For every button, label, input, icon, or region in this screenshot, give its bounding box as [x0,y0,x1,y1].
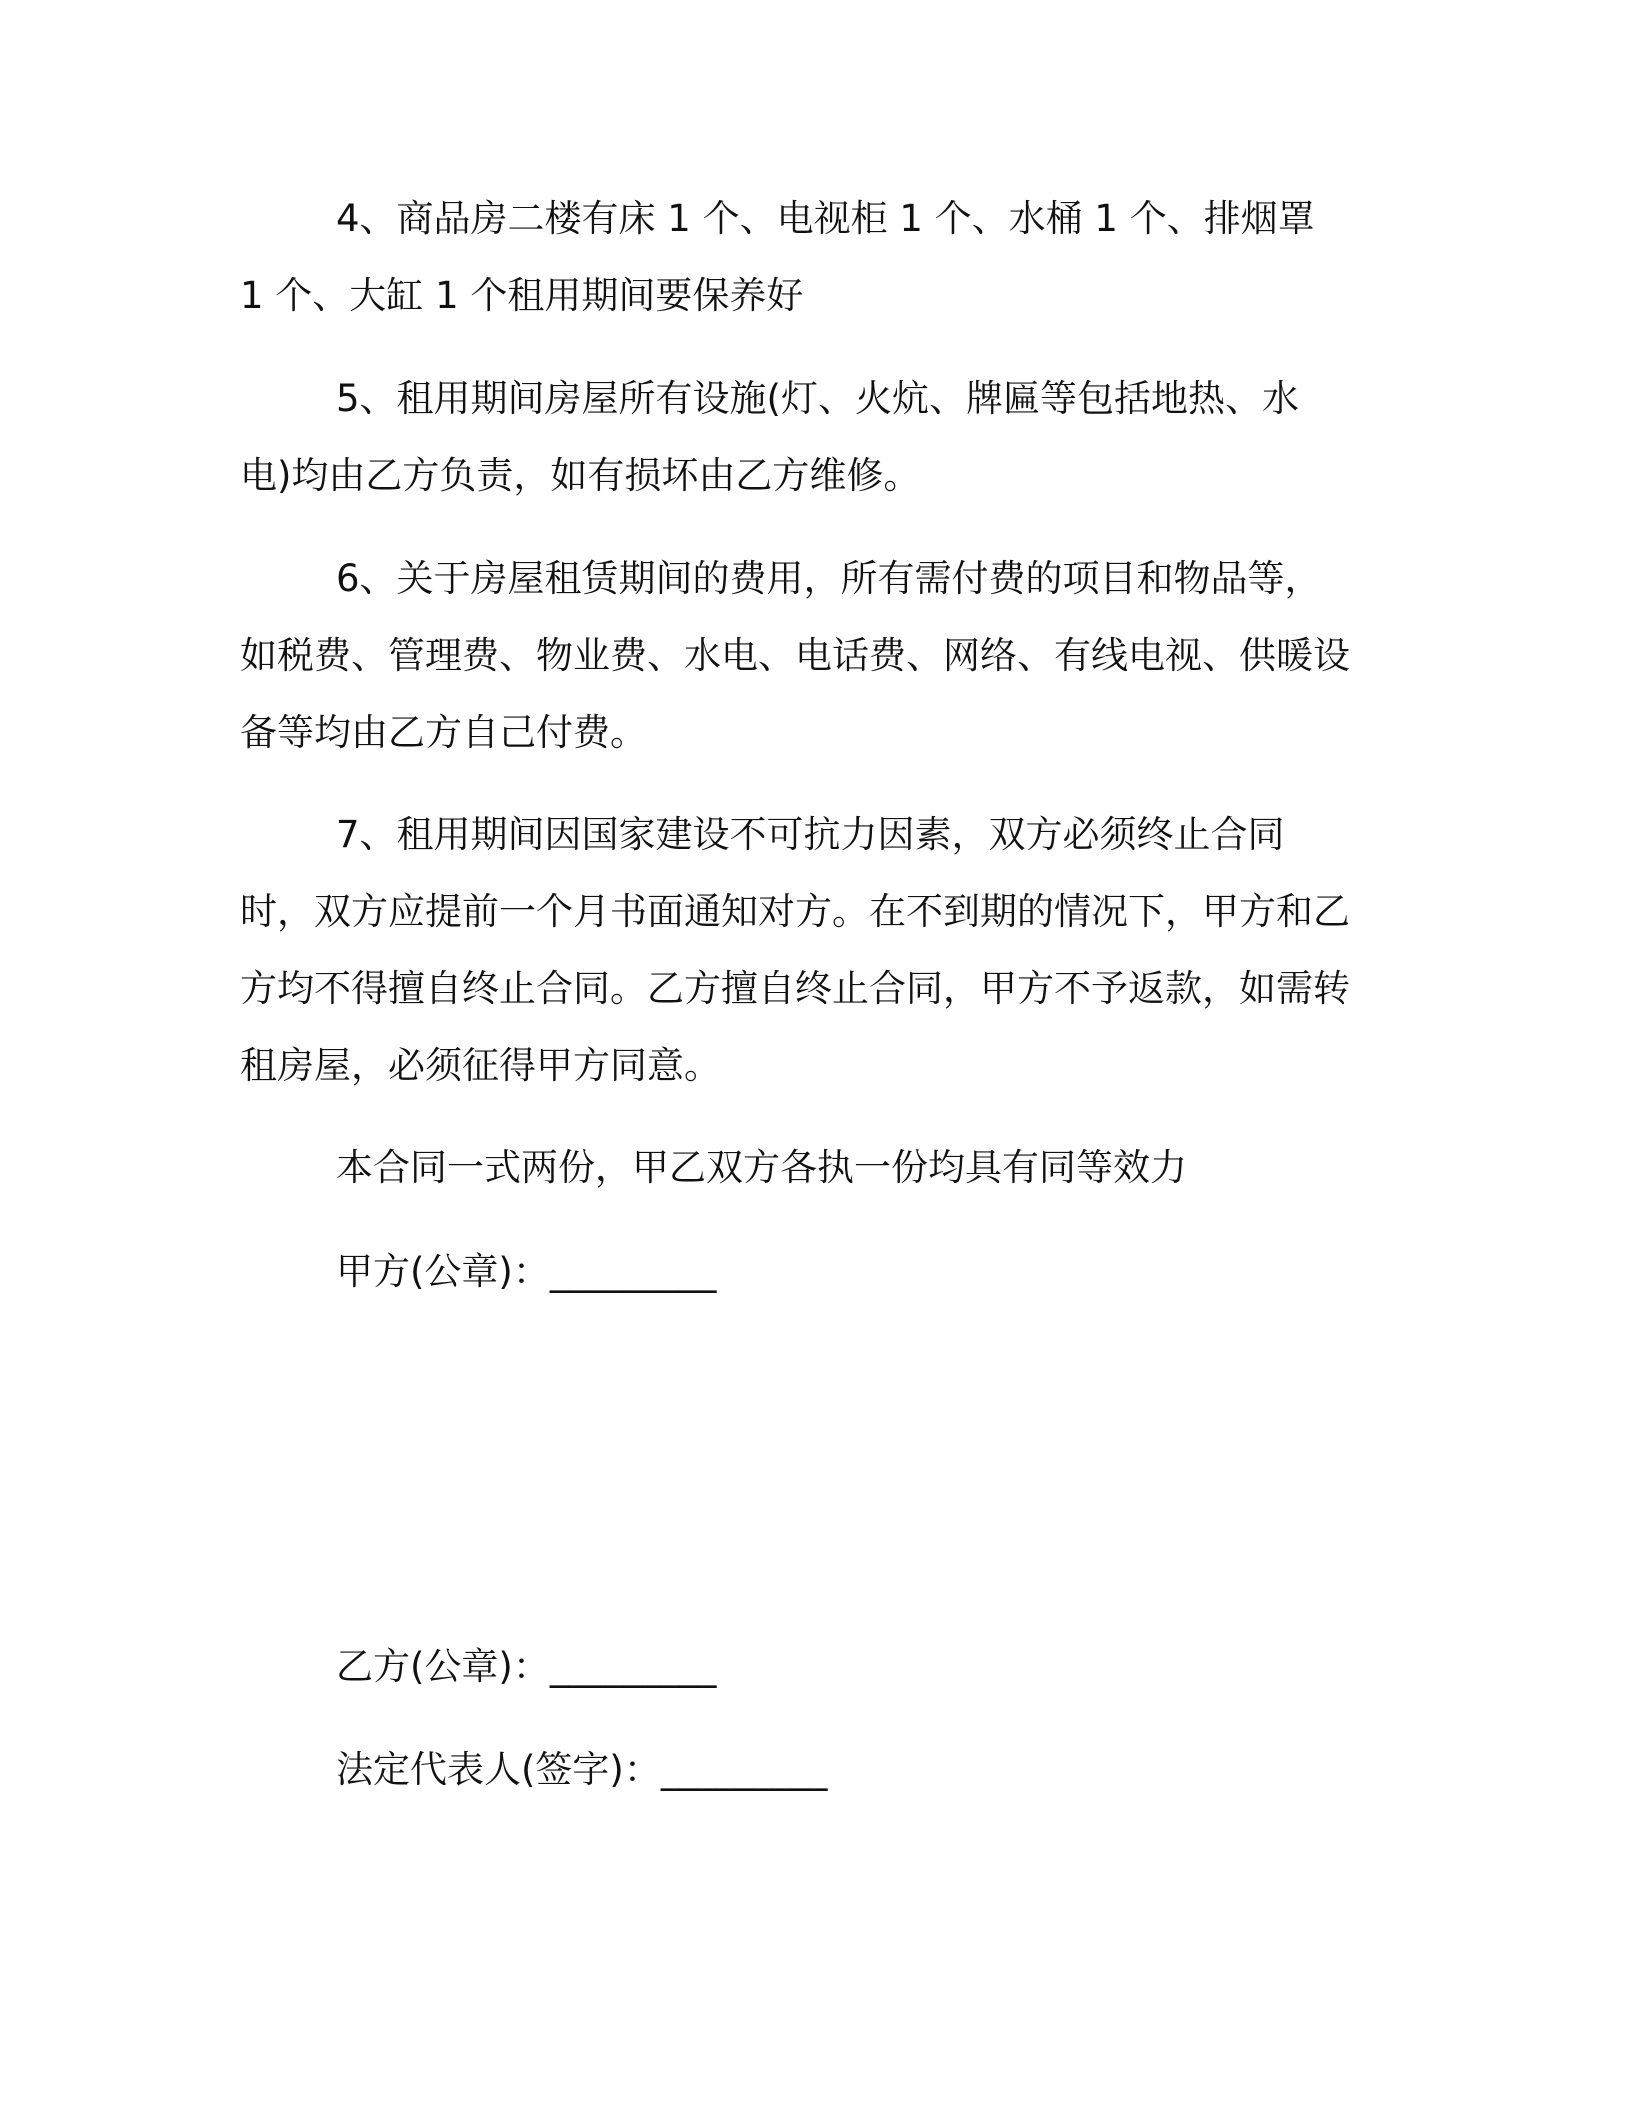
party-a-seal-line: 甲方(公章)：_________ [336,1250,717,1293]
clause-5: 5、租用期间房屋所有设施(灯、火炕、牌匾等包括地热、水电)均由乙方负责，如有损坏由乙方维修。 [240,377,1299,497]
clause-7: 7、租用期间因国家建设不可抗力因素，双方必须终止合同时，双方应提前一个月书面通知对方。在不到期的情况下，甲方和乙方均不得擅自终止合同。乙方擅自终止合同，甲方不予返款，如需转租房屋，必须征得甲方同意。 [240,813,1350,1087]
legal-rep-signature-line: 法定代表人(签字)：_________ [336,1748,828,1791]
clause-6: 6、关于房屋租赁期间的费用，所有需付费的项目和物品等，如税费、管理费、物业费、水电、电话费、网络、有线电视、供暖设备等均由乙方自己付费。 [240,557,1350,754]
clause-4: 4、商品房二楼有床 1 个、电视柜 1 个、水桶 1 个、排烟罩 1 个、大缸 1 个租用期间要保养好 [240,197,1327,317]
copies-note: 本合同一式两份，甲乙双方各执一份均具有同等效力 [336,1146,1187,1189]
party-b-seal-line: 乙方(公章)：_________ [336,1645,717,1688]
